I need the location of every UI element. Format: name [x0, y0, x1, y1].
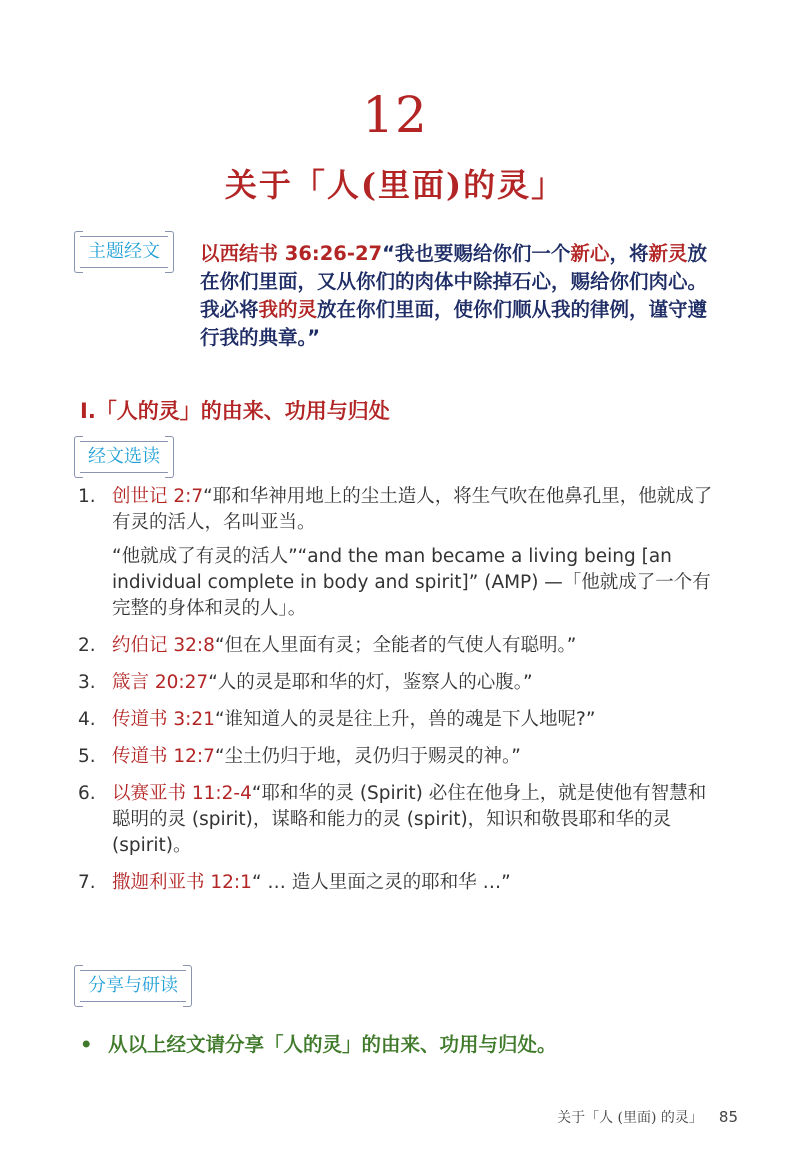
key-verse-text-3: 放在你们里面，又从你们的肉体中除掉石心，赐给你们肉心。我必将 [200, 242, 708, 321]
key-verse-text-1: “我也要赐给你们一个 [382, 242, 571, 265]
scripture-list [78, 484, 718, 907]
key-verse-highlight-3: 我的灵 [258, 298, 318, 321]
scripture-text: “谁知道人的灵是往上升，兽的魂是下人地呢?” [214, 709, 596, 730]
scripture-reference: 传道书 3:21 [112, 709, 215, 730]
scripture-text: “ … 造人里面之灵的耶和华 …” [251, 872, 511, 893]
scripture-text: “尘土仍归于地，灵仍归于赐灵的神。” [214, 746, 521, 767]
scripture-reference: 以赛亚书 11:2-4 [112, 783, 252, 804]
scripture-item [78, 744, 718, 770]
key-verse-highlight-1: 新心 [570, 242, 610, 265]
page-number: 85 [718, 1108, 738, 1126]
key-verse [200, 240, 718, 352]
discussion-bullet [80, 1029, 557, 1057]
scripture-number: 4. [78, 709, 96, 730]
scripture-number: 6. [78, 783, 96, 804]
scripture-number: 3. [78, 672, 96, 693]
running-title: 关于「人 (里面) 的灵」 [557, 1110, 703, 1126]
scripture-reference: 箴言 20:27 [112, 672, 209, 693]
scripture-item [78, 633, 718, 659]
key-verse-text-2: ，将 [609, 242, 649, 265]
key-verse-text-4: 放在你们里面，使你们顺从我的律例，谨守遵行我的典章。” [200, 298, 708, 349]
scripture-tag: 经文选读 [80, 441, 168, 473]
scripture-reference: 创世记 2:7 [112, 486, 204, 507]
scripture-number: 5. [78, 746, 96, 767]
scripture-text: “但在人里面有灵；全能者的气使人有聪明。” [214, 635, 577, 656]
key-verse-tag: 主题经文 [80, 236, 168, 268]
scripture-number: 1. [78, 486, 96, 507]
scripture-item [78, 484, 718, 622]
scripture-text: “耶和华神用地上的尘土造人，将生气吹在他鼻孔里，他就成了有灵的活人，名叫亚当。 [112, 486, 713, 533]
scripture-reference: 约伯记 32:8 [112, 635, 215, 656]
discussion-text: 从以上经文请分享「人的灵」的由来、功用与归处。 [108, 1033, 557, 1056]
scripture-reference: 撒迦利亚书 12:1 [112, 872, 252, 893]
scripture-text: “人的灵是耶和华的灯，鉴察人的心腹。” [208, 672, 533, 693]
key-verse-highlight-2: 新灵 [648, 242, 688, 265]
scripture-item [78, 707, 718, 733]
scripture-text: “耶和华的灵 (Spirit) 必住在他身上，就是使他有智慧和聪明的灵 (spirit)，谋略和能力的灵 (spirit)，知识和敬畏耶和华的灵 (spirit)。 [112, 783, 707, 856]
scripture-number: 2. [78, 635, 96, 656]
scripture-item [78, 781, 718, 859]
scripture-reference: 传道书 12:7 [112, 746, 215, 767]
chapter-number: 12 [362, 86, 428, 144]
bullet-icon: • [80, 1033, 93, 1056]
scripture-item [78, 870, 718, 896]
scripture-number: 7. [78, 872, 96, 893]
scripture-note: “他就成了有灵的活人”“and the man became a living being [an individual complete in body and spirit]” (AMP) —「他就成了一个有完整的身体和灵的人」。 [112, 546, 711, 619]
key-verse-reference: 以西结书 36:26-27 [200, 242, 383, 265]
scripture-item [78, 670, 718, 696]
section-title: I.「人的灵」的由来、功用与归处 [80, 399, 390, 423]
page-footer [557, 1107, 738, 1127]
discussion-tag: 分享与研读 [80, 970, 186, 1002]
chapter-title: 关于「人(里面)的灵」 [224, 166, 566, 204]
